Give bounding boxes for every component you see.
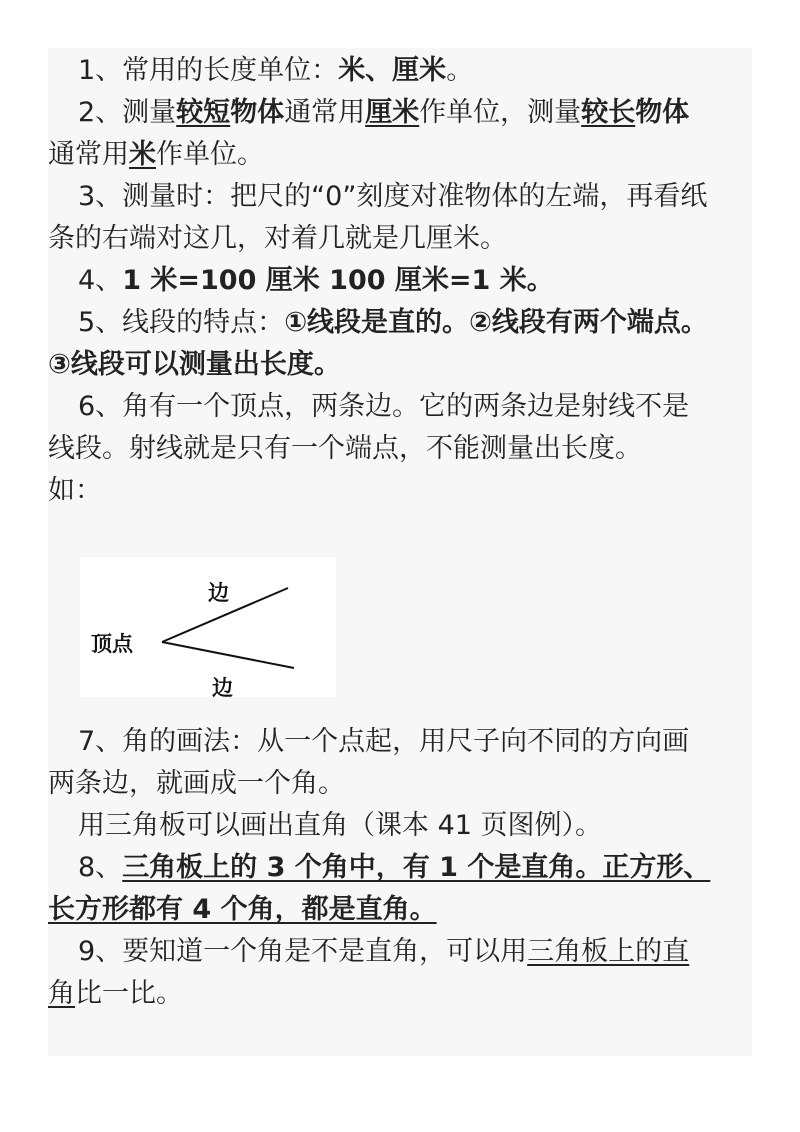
item-7-line-1: 7、角的画法：从一个点起，用尺子向不同的方向画: [78, 726, 690, 757]
item-1-units: 米、厘米: [338, 55, 447, 86]
item-4-number: 4、: [78, 265, 123, 296]
item-9-underlined-1: 三角板上的直: [527, 936, 690, 967]
angle-figure: [80, 557, 336, 700]
item-2: [48, 92, 752, 134]
item-9: [48, 931, 752, 973]
item-9-text-2: 比一比。: [75, 978, 183, 1009]
angle-bottom-side: [162, 642, 294, 668]
item-8: [48, 847, 752, 889]
item-5-points: ①线段是直的。②线段有两个端点。: [284, 307, 708, 338]
top-side-label: 边: [208, 581, 229, 605]
item-3: [48, 176, 752, 218]
item-7-text-2: 两条边，就画成一个角。: [48, 768, 345, 799]
item-4: [48, 260, 752, 302]
item-1-end: 。: [446, 55, 474, 86]
vertex-label: 顶点: [91, 632, 133, 656]
item-2-object-2: 物体: [635, 97, 690, 128]
item-3-line-2: [48, 218, 752, 260]
item-2-text-3: 作单位，测量: [419, 97, 582, 128]
item-9-underlined-2: 角: [48, 978, 75, 1009]
item-7: [48, 721, 752, 763]
item-8-line-2: [48, 889, 752, 931]
bottom-side-label: 边: [212, 676, 233, 700]
item-5-point-3: ③线段可以测量出长度。: [48, 349, 341, 380]
item-2-text-4: 通常用: [48, 139, 129, 170]
item-7-line-2: [48, 763, 752, 805]
item-8-line-1: 三角板上的 3 个角中，有 1 个是直角。正方形、: [122, 852, 711, 883]
item-6-line-1: 6、角有一个顶点，两条边。它的两条边是射线不是: [78, 391, 690, 422]
item-6-line-2: [48, 428, 752, 470]
item-9-line-2: [48, 973, 752, 1015]
item-8-text-2: 长方形都有 4 个角，都是直角。: [48, 894, 437, 925]
item-3-text-2: 条的右端对这几，对着几就是几厘米。: [48, 223, 507, 254]
item-5-text: 5、线段的特点：: [78, 307, 285, 338]
item-6: [48, 386, 752, 428]
item-6-example: 如：: [48, 475, 102, 506]
item-3-line-1: 3、测量时：把尺的“0”刻度对准物体的左端，再看纸: [78, 181, 708, 212]
item-2-long: 较长: [581, 97, 636, 128]
item-4-text: 1 米=100 厘米 100 厘米=1 米。: [122, 265, 554, 296]
item-2-cm: 厘米: [365, 97, 420, 128]
item-6-line-3: [48, 470, 752, 512]
item-8-number: 8、: [78, 852, 123, 883]
item-7-line-3: [48, 805, 752, 847]
item-9-line-1: 9、要知道一个角是不是直角，可以用: [78, 936, 528, 967]
item-2-object: 物体: [230, 97, 285, 128]
item-1: [48, 50, 752, 92]
item-2-text-2: 通常用: [284, 97, 366, 128]
item-2-short: 较短: [176, 97, 231, 128]
item-7-text-3: 用三角板可以画出直角（课本 41 页图例）。: [78, 810, 603, 841]
item-2-line-2: [48, 134, 752, 176]
item-6-text-2: 线段。射线就是只有一个端点，不能测量出长度。: [48, 433, 642, 464]
item-5: [48, 302, 752, 344]
item-2-m: 米: [129, 139, 156, 170]
item-1-text: 1、常用的长度单位：: [78, 55, 339, 86]
item-5-line-2: [48, 344, 752, 386]
item-2-text-5: 作单位。: [156, 139, 264, 170]
item-2-text: 2、测量: [78, 97, 177, 128]
